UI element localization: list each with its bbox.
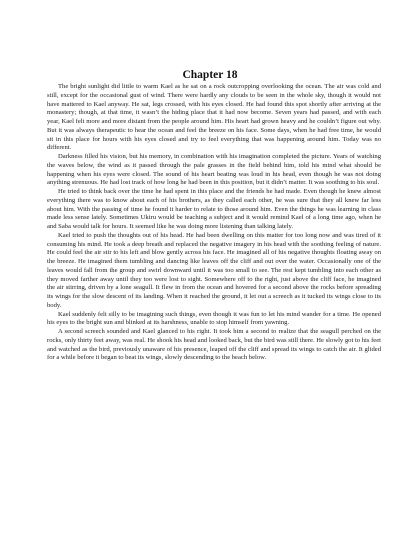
chapter-title: Chapter 18: [182, 69, 238, 81]
paragraph: Darkness filled his vision, but his memory, in combination with his imagination completed the picture. Years of watching the waves below, the wind as it passed through the pale grasses in the field behind him, told his mind what should be happening when his eyes were closed. The sound of his heart beating was loud in his head, even though he was not doing anything strenuous. He had lost track of how long he had been in this position, but it didn’t matter. It was soothing to his soul.: [47, 153, 381, 187]
chapter-body: [47, 83, 381, 363]
paragraph: Kael suddenly felt silly to be imagining such things, even though it was fun to let his mind wander for a time. He opened his eyes to the bright sun and blinked at its harshness, unable to stop himself from yawning.: [47, 310, 381, 327]
paragraph: Kael tried to push the thoughts out of his head. He had been dwelling on this matter for too long now and was tired of it consuming his mind. He took a deep breath and replaced the negative imagery in his head with the soothing feeling of nature. He could feel the air stir to his left and blow gently across his face. He imagined all of his negative thoughts floating away on the breeze. He imagined them tumbling and dancing like leaves off the cliff and out over the water. Occasionally one of the leaves would fall from the group and swirl downward until it was too small to see. The rest kept tumbling into each other as they moved farther away until they too were lost to sight. Somewhere off to the right, just above the cliff face, he imagined the air stirring, driven by a lone seagull. It flew in from the ocean and hovered for a second above the rocks before spreading its wings for the slow descent of its landing. When it reached the ground, it let out a screech as it tucked its wings close to its body.: [47, 231, 381, 309]
paragraph: The bright sunlight did little to warm Kael as he sat on a rock outcropping overlooking the ocean. The air was cold and still, except for the occasional gust of wind. There were hardly any clouds to be seen in the whole sky, though it would not have mattered to Kael anyway. He sat, legs crossed, with his eyes closed. He had found this spot shortly after arriving at the monastery; though, at that time, it wasn’t the hiding place that it had now become. Seven years had passed, and with each year, Kael felt more and more distant from the people around him. His heart had grown heavy and he couldn’t figure out why. But it was always therapeutic to hear the ocean and feel the breeze on his face. Some days, when he had free time, he would sit in this place for hours with his eyes closed and try to feel everything that was happening around him. Today was no different.: [47, 83, 381, 152]
paragraph: A second screech sounded and Kael glanced to his right. It took him a second to realize that the seagull perched on the rocks, only thirty feet away, was real. He shook his head and looked back, but the bird was still there. He slowly got to his feet and watched as the bird, previously unaware of his presence, leaped off the cliff and spread its wings to catch the air. It glided for a while before it began to beat its wings, slowly descending to the beach below.: [47, 328, 381, 362]
paragraph: He tried to think back over the time he had spent in this place and the friends he had made. Even though he knew almost everything there was to know about each of his brothers, as they called each other, he was sure that they all knew far less about him. With the passing of time he found it harder to relate to those around him. Even the things he was learning in class made less sense lately. Sometimes Ukiru would be teaching a subject and it would remind Kael of a long time ago, when he and Saba would talk for hours. It seemed like he was doing more listening than talking lately.: [47, 188, 381, 230]
